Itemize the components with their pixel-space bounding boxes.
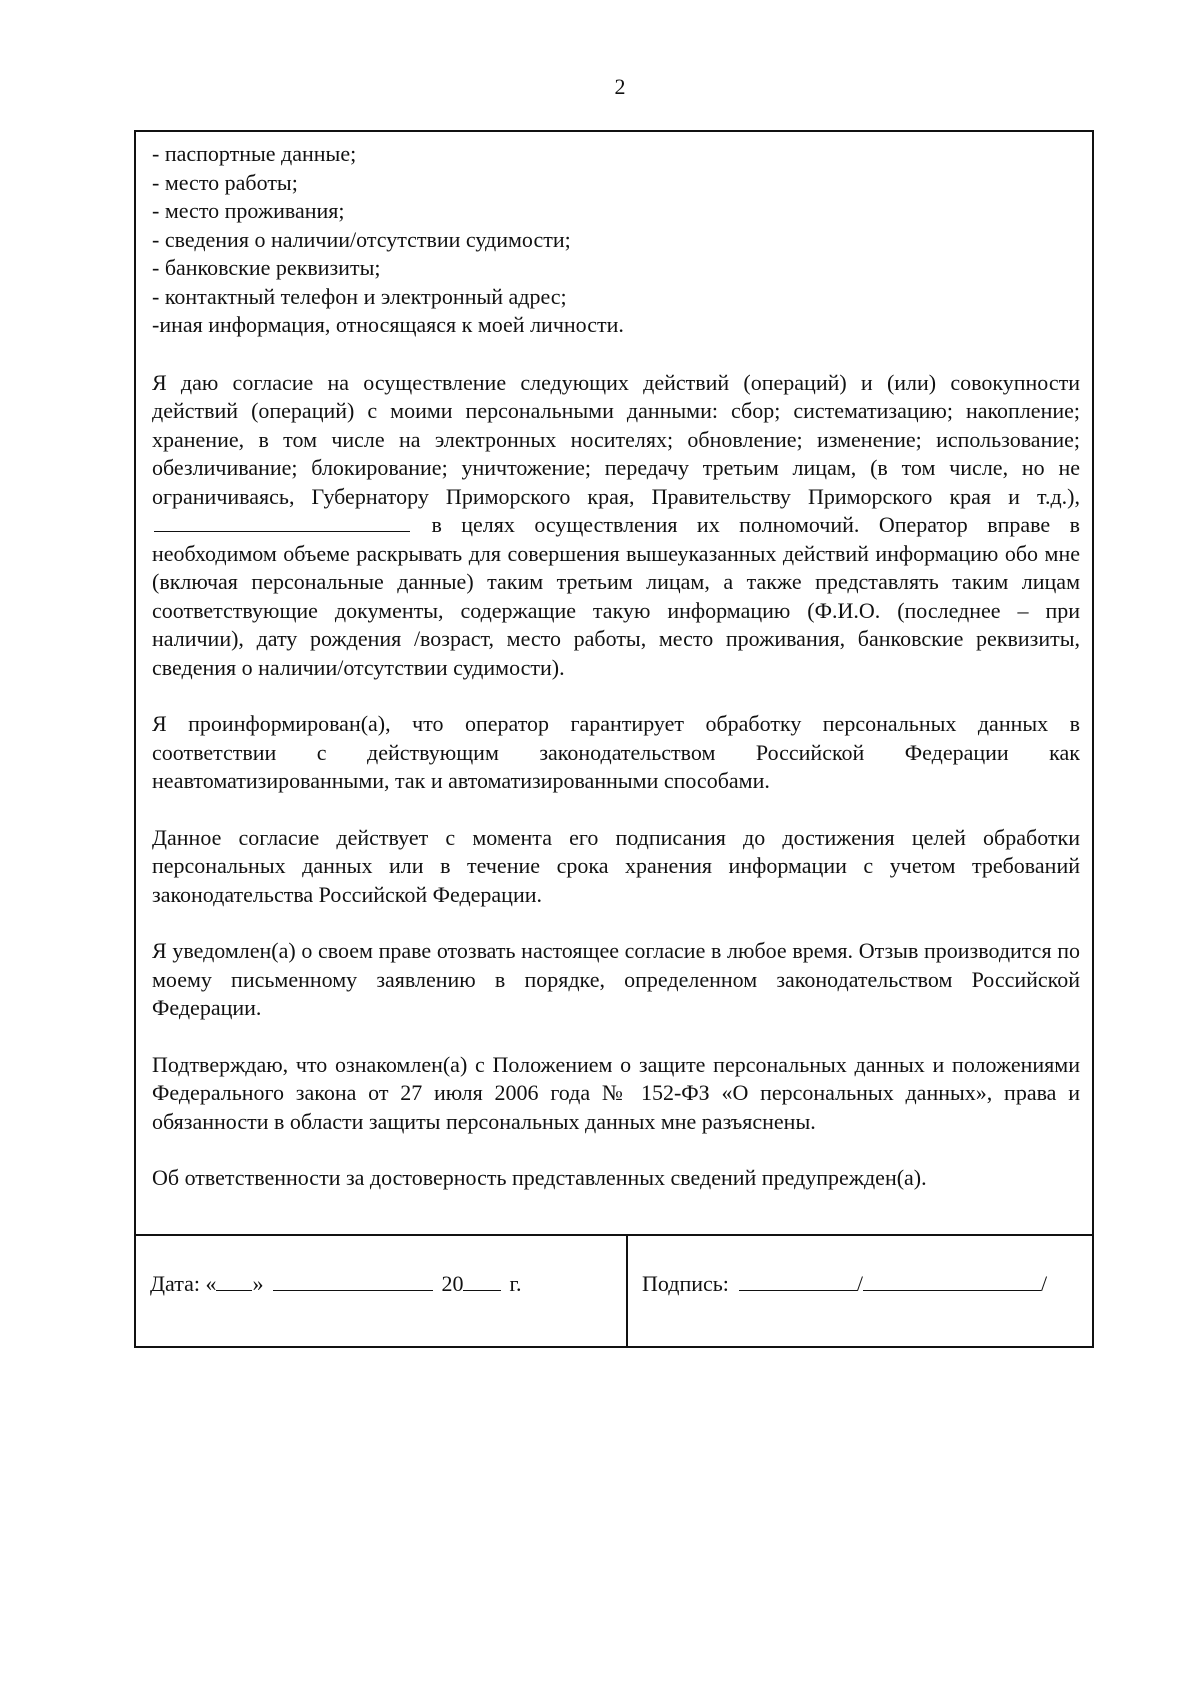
operator-blank-line[interactable] <box>154 511 410 532</box>
year-suffix: г. <box>509 1271 522 1296</box>
list-item: - место проживания; <box>152 198 345 223</box>
signature-end: / <box>1041 1271 1048 1296</box>
personal-data-list <box>152 140 1080 340</box>
open-quote: « <box>205 1271 217 1296</box>
responsibility-paragraph: Об ответственности за достоверность представленных сведений предупрежден(а). <box>152 1165 927 1190</box>
informed-paragraph: Я проинформирован(а), что оператор гарантирует обработку персональных данных в соответствии с действующим законодательством Российской Федерации как неавтоматизированными, так и автоматизированными способами. <box>152 711 1080 793</box>
signature-label: Подпись: <box>642 1271 729 1296</box>
date-label: Дата: <box>150 1271 200 1296</box>
signature-separator: / <box>856 1271 864 1296</box>
consent-actions-text-continued: в целях осуществления их полномочий. Оператор вправе в необходимом объеме раскрывать для совершения вышеуказанных действий информацию обо мне (включая персональные данные) таким третьим лицам, а также представлять таким лицам соответствующие документы, содержащие такую информацию (Ф.И.О. (последнее – при наличии), дату рождения /возраст, место работы, место проживания, банковские реквизиты, сведения о наличии/отсутствии судимости). <box>152 512 1080 680</box>
close-quote: » <box>252 1271 264 1296</box>
name-blank[interactable] <box>863 1270 1041 1291</box>
day-blank[interactable] <box>216 1270 252 1291</box>
horizontal-divider <box>136 1234 1092 1236</box>
signature-blank[interactable] <box>739 1270 857 1291</box>
list-item: - место работы; <box>152 169 298 195</box>
list-item: - сведения о наличии/отсутствии судимости; <box>152 226 571 252</box>
validity-paragraph: Данное согласие действует с момента его подписания до достижения целей обработки персональных данных или в течение срока хранения информации с учетом требований законодательства Российской Федерации. <box>152 824 1080 907</box>
consent-actions-text: Я даю согласие на осуществление следующих действий (операций) и (или) совокупности действий (операций) с моими персональными данными: сбор; систематизацию; накопление; хранение, в том числе на электронных носителях; обновление; изменение; использование; обезличивание; блокирование; уничтожение; передачу третьим лицам, (в том числе, но не ограничиваясь, Губернатору Приморского края, Правительству Приморского края и т.д.), <box>152 369 1080 509</box>
date-field <box>150 1270 522 1297</box>
list-item: - контактный телефон и электронный адрес; <box>152 283 567 309</box>
signature-field <box>642 1270 1047 1297</box>
acknowledgement-paragraph: Подтверждаю, что ознакомлен(а) с Положением о защите персональных данных и положениями Федерального закона от 27 июля 2006 года № 152-ФЗ «О персональных данных», права и обязанности в области защиты персональных данных мне разъяснены. <box>152 1051 1080 1134</box>
list-item: - паспортные данные; <box>152 141 357 166</box>
consent-form-frame <box>134 130 1094 1348</box>
list-item: -иная информация, относящаяся к моей личности. <box>152 312 624 337</box>
consent-actions-paragraph <box>152 369 1080 683</box>
century-text: 20 <box>441 1271 464 1296</box>
page-number: 2 <box>614 74 626 99</box>
list-item: - банковские реквизиты; <box>152 255 381 280</box>
month-blank[interactable] <box>273 1270 433 1291</box>
consent-text <box>152 140 1080 1193</box>
year-blank[interactable] <box>463 1270 501 1291</box>
revocation-paragraph: Я уведомлен(а) о своем праве отозвать настоящее согласие в любое время. Отзыв производится по моему письменному заявлению в порядке, определенном законодательством Российской Федерации. <box>152 938 1080 1020</box>
vertical-divider <box>626 1234 628 1348</box>
